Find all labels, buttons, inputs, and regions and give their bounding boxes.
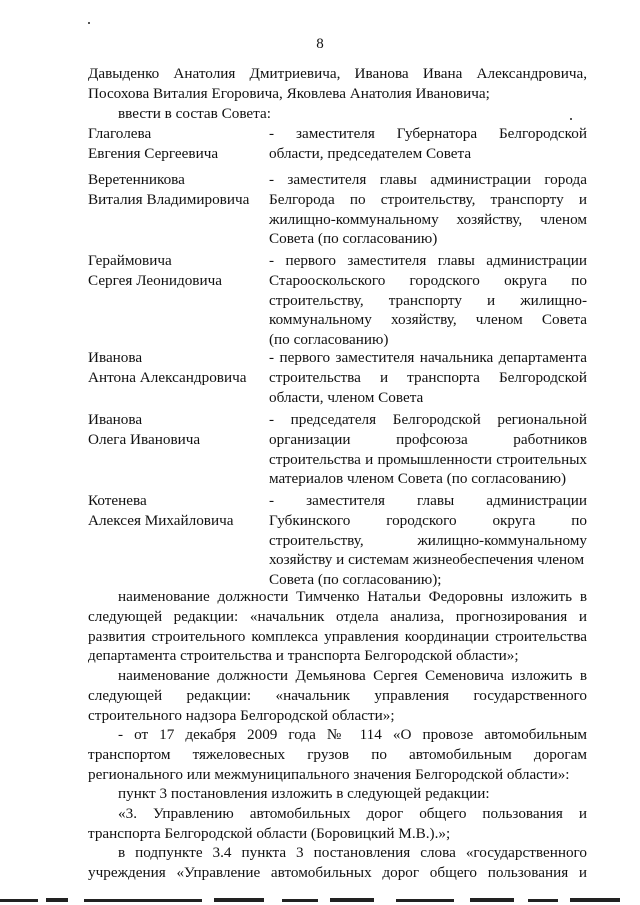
scan-edge-artifact: [0, 896, 640, 905]
intro-line: ввести в состав Совета:: [118, 104, 271, 122]
page-number: 8: [316, 36, 324, 52]
member-name: Глаголева Евгения Сергеевича: [88, 125, 219, 162]
intro-line: Посохова Виталия Егоровича, Яковлева Анатолия Ивановича;: [88, 84, 490, 102]
body-paragraph: - от 17 декабря 2009 года № 114 «О провозе автомобильным транспортом тяжеловесных грузов по автомобильным дорогам регионального или межмуниципального значения Белгородской области»:: [88, 726, 587, 783]
body-paragraph: в подпункте 3.4 пункта 3 постановления слова «государственного учреждения «Управление автомобильных дорог общего пользования и: [88, 844, 587, 881]
member-name: Гераймовича Сергея Леонидовича: [88, 252, 222, 289]
body-paragraph: пункт 3 постановления изложить в следующей редакции:: [118, 785, 490, 802]
member-role: - первого заместителя главы администрации Старооскольского городского округа по строительству, транспорту и жилищно- коммунальному хозяйству, членом Совета (по согласованию): [269, 252, 587, 349]
member-name: Веретенникова Виталия Владимировича: [88, 171, 250, 208]
body-paragraph: наименование должности Тимченко Натальи Федоровны изложить в следующей редакции: «начальник отдела анализа, прогнозирования и развития строительного комплекса управления координации строительства департамента строительства и транспорта Белгородской области»;: [88, 588, 587, 665]
member-role: - первого заместителя начальника департамента строительства и транспорта Белгородской области, членом Совета: [269, 349, 587, 406]
scan-speck: [88, 22, 90, 24]
member-name: Иванова Антона Александровича: [88, 349, 247, 386]
member-role: - председателя Белгородской региональной организации профсоюза работников строительства и промышленности строительных материалов членом Совета (по согласованию): [269, 411, 587, 488]
member-name: Иванова Олега Ивановича: [88, 411, 201, 448]
body-paragraph: наименование должности Демьянова Сергея Семеновича изложить в следующей редакции: «начальник управления государственного строительного надзора Белгородской области»;: [88, 667, 587, 724]
member-role: - заместителя главы администрации города Белгорода по строительству, транспорту и жилищно-коммунальному хозяйству, членом Совета (по согласованию): [269, 171, 587, 248]
member-role: - заместителя Губернатора Белгородской области, председателем Совета: [269, 125, 587, 162]
intro-paragraph: [88, 64, 587, 123]
member-name: Котенева Алексея Михайловича: [88, 492, 234, 529]
member-role: - заместителя главы администрации Губкинского городского округа по строительству, жилищно-коммунальному хозяйству и системам жизнеобеспечения членом Совета (по согласованию);: [269, 492, 587, 589]
intro-line: Давыденко Анатолия Дмитриевича, Иванова Ивана Александровича,: [88, 65, 587, 82]
body-paragraph: «3. Управлению автомобильных дорог общего пользования и транспорта Белгородской области (Боровицкий М.В.).»;: [88, 805, 587, 842]
